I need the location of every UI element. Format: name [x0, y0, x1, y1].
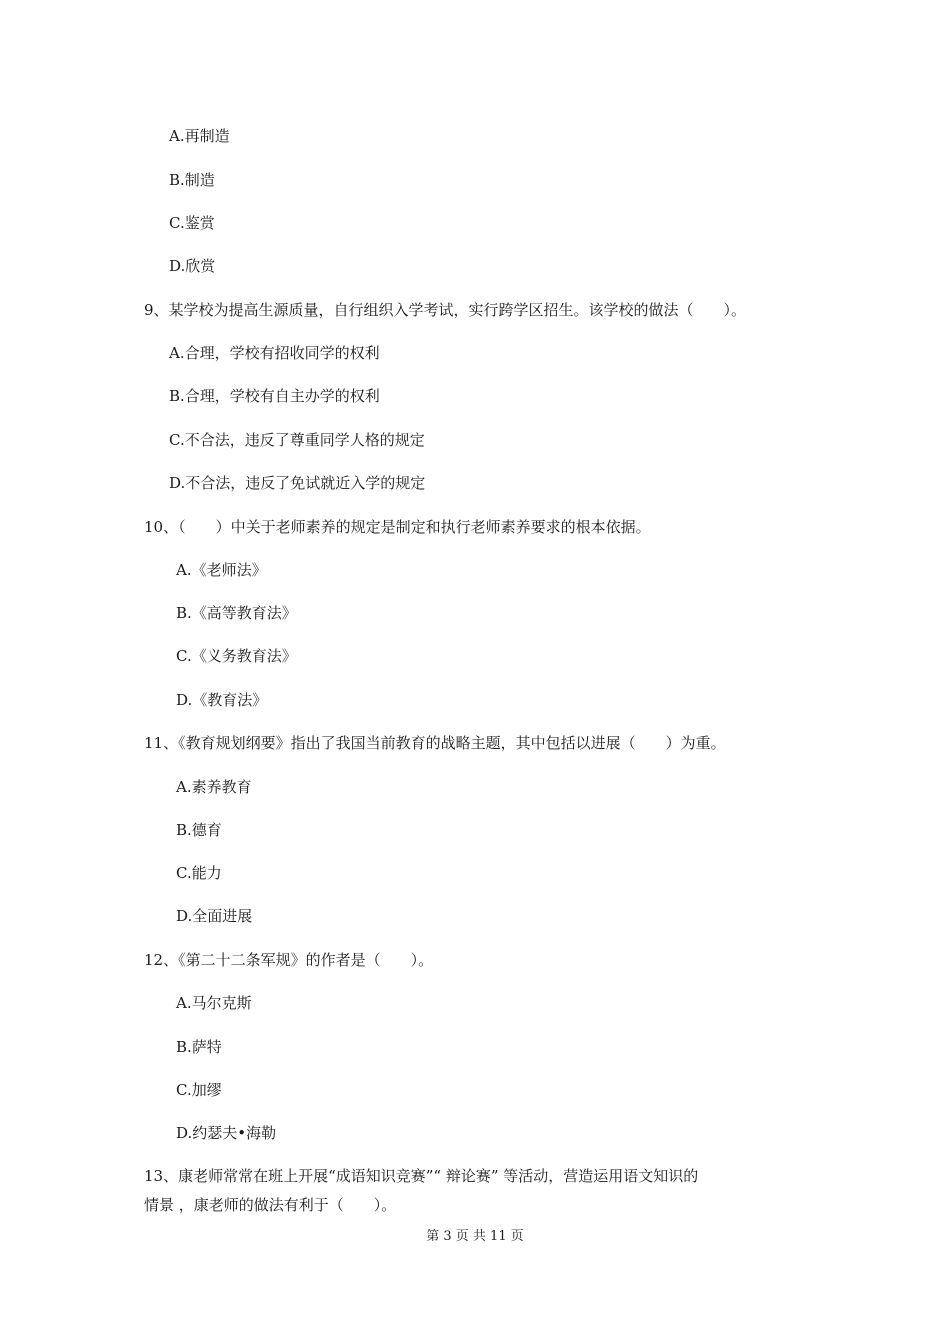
- question-11-stem: 11、《教育规划纲要》指出了我国当前教育的战略主题，其中包括以进展（ ）为重。: [144, 734, 726, 752]
- question-9-stem: 9、某学校为提高生源质量，自行组织入学考试，实行跨学区招生。该学校的做法（ ）。: [144, 301, 747, 319]
- question-9-option-c: C.不合法，违反了尊重同学人格的规定: [169, 431, 425, 449]
- question-9-option-b: B.合理，学校有自主办学的权利: [169, 387, 380, 405]
- question-11-option-c: C.能力: [176, 864, 222, 882]
- question-10-option-d: D.《教育法》: [176, 691, 268, 709]
- question-10-option-c: C.《义务教育法》: [176, 647, 297, 665]
- question-12-option-d: D.约瑟夫•海勒: [176, 1124, 277, 1142]
- question-9-option-a: A.合理，学校有招收同学的权利: [169, 344, 380, 362]
- question-11-option-a: A.素养教育: [176, 778, 252, 796]
- question-13-stem-line-2: 情景 ，康老师的做法有利于（ ）。: [144, 1196, 397, 1214]
- prev-option-d: D.欣赏: [169, 257, 216, 275]
- question-10-option-a: A.《老师法》: [176, 561, 267, 579]
- question-11-option-b: B.德育: [176, 821, 222, 839]
- question-10-stem: 10、（ ）中关于老师素养的规定是制定和执行老师素养要求的根本依据。: [144, 518, 651, 536]
- question-12-option-c: C.加缪: [176, 1081, 222, 1099]
- question-12-stem: 12、《第二十二条军规》的作者是（ ）。: [144, 951, 434, 969]
- question-13-stem-line-1: 13、康老师常常在班上开展“成语知识竞赛”“ 辩论赛” 等活动，营造运用语文知识的: [144, 1167, 699, 1185]
- prev-option-b: B.制造: [169, 171, 215, 189]
- page-footer: 第 3 页 共 11 页: [426, 1229, 524, 1244]
- question-12-option-a: A.马尔克斯: [176, 994, 252, 1012]
- question-10-option-b: B.《高等教育法》: [176, 604, 297, 622]
- question-12-option-b: B.萨特: [176, 1038, 222, 1056]
- question-9-option-d: D.不合法，违反了免试就近入学的规定: [169, 474, 426, 492]
- prev-option-c: C.鉴赏: [169, 214, 215, 232]
- question-11-option-d: D.全面进展: [176, 907, 253, 925]
- prev-option-a: A.再制造: [169, 127, 230, 145]
